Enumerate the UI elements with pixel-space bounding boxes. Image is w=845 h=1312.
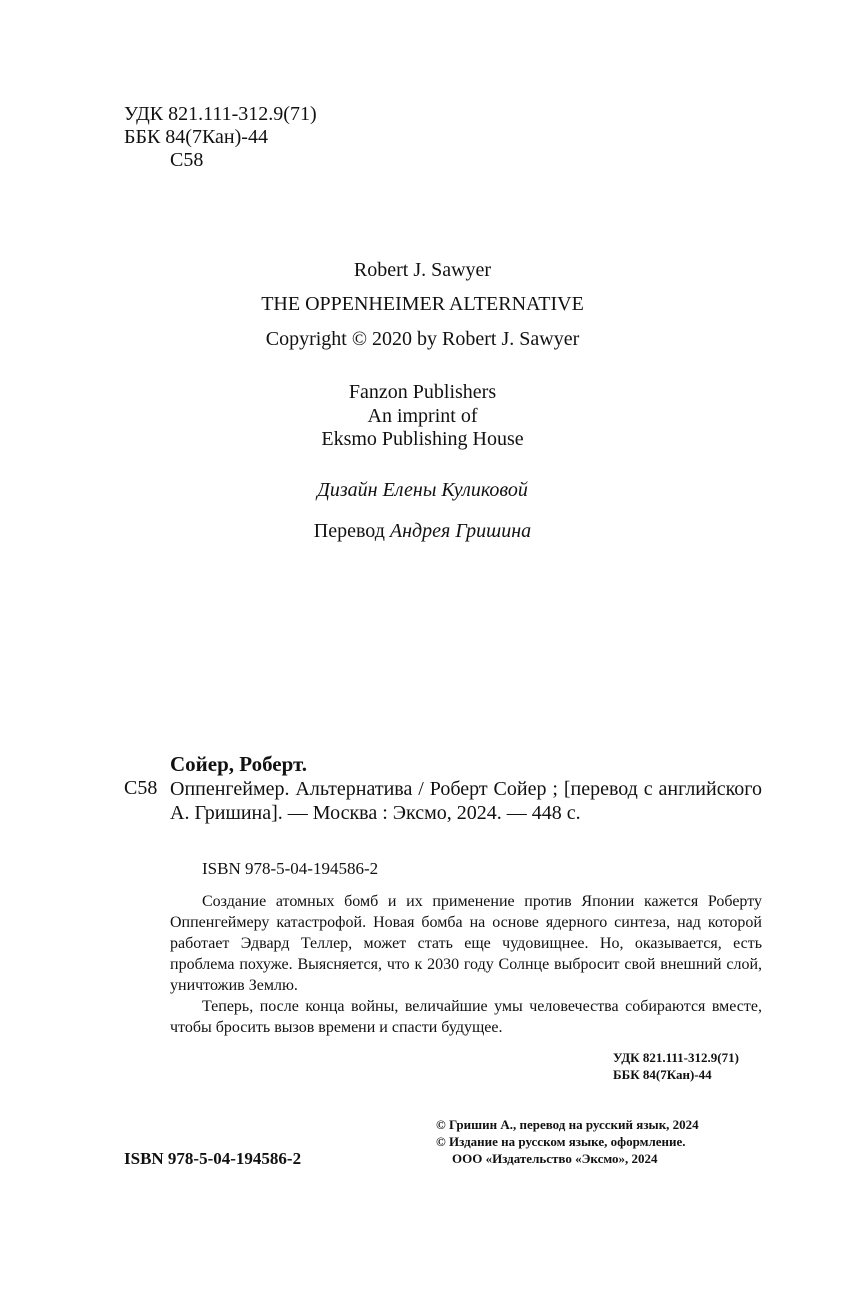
codes-right-bbk: ББК 84(7Кан)-44: [613, 1067, 712, 1082]
codes-right-block: [613, 1049, 739, 1083]
copyright-publisher: ООО «Издательство «Эксмо», 2024: [452, 1151, 658, 1166]
udk-code: УДК 821.111-312.9(71): [124, 103, 317, 125]
publisher-line-2: An imprint of: [367, 405, 478, 427]
footer-isbn: ISBN 978-5-04-194586-2: [124, 1149, 302, 1168]
copyright-edition: © Издание на русском языке, оформление.: [436, 1134, 686, 1149]
codes-right-udk: УДК 821.111-312.9(71): [613, 1050, 739, 1065]
design-label: Дизайн: [317, 479, 378, 501]
card-description: Оппенгеймер. Альтернатива / Роберт Сойер ; [перевод с английского А. Гришина]. — Москва : Эксмо, 2024. — 448 с.: [170, 778, 762, 824]
classification-block: [124, 103, 317, 172]
design-name: Елены Куликовой: [382, 479, 528, 501]
copyright-translation: © Гришин А., перевод на русский язык, 2024: [436, 1117, 699, 1132]
translation-name: Андрея Гришина: [389, 520, 532, 542]
original-title: THE OPPENHEIMER ALTERNATIVE: [261, 293, 584, 315]
card-author-heading: Сойер, Роберт.: [170, 752, 308, 776]
publisher-line-1: Fanzon Publishers: [348, 381, 497, 403]
publisher-line-3: Eksmo Publishing House: [321, 428, 524, 450]
bbk-code: ББК 84(7Кан)-44: [124, 126, 268, 148]
translation-label: Перевод: [313, 520, 385, 542]
design-credit: [0, 479, 845, 502]
original-author: Robert J. Sawyer: [353, 259, 492, 281]
translation-credit: [0, 520, 845, 543]
annotation-paragraph-1: Создание атомных бомб и их применение против Японии кажется Роберту Оппенгеймеру катастрофой. Новая бомба на основе ядерного синтеза, над которой работает Эдвард Теллер, может стать еще чудовищнее. Но, оказывается, есть проблема похуже. Выясняется, что к 2030 году Солнце выбросит свой внешний слой, уничтожив Землю.: [170, 893, 762, 994]
copyright-block: [436, 1116, 699, 1167]
annotation-paragraph-2: Теперь, после конца войны, величайшие умы человечества собираются вместе, чтобы бросить вызов времени и спасти будущее.: [170, 998, 762, 1036]
card-isbn: ISBN 978-5-04-194586-2: [202, 859, 379, 878]
author-mark: С58: [170, 149, 204, 171]
card-code: С58: [124, 777, 158, 799]
annotation: [170, 891, 762, 1038]
original-copyright: Copyright © 2020 by Robert J. Sawyer: [265, 328, 580, 350]
